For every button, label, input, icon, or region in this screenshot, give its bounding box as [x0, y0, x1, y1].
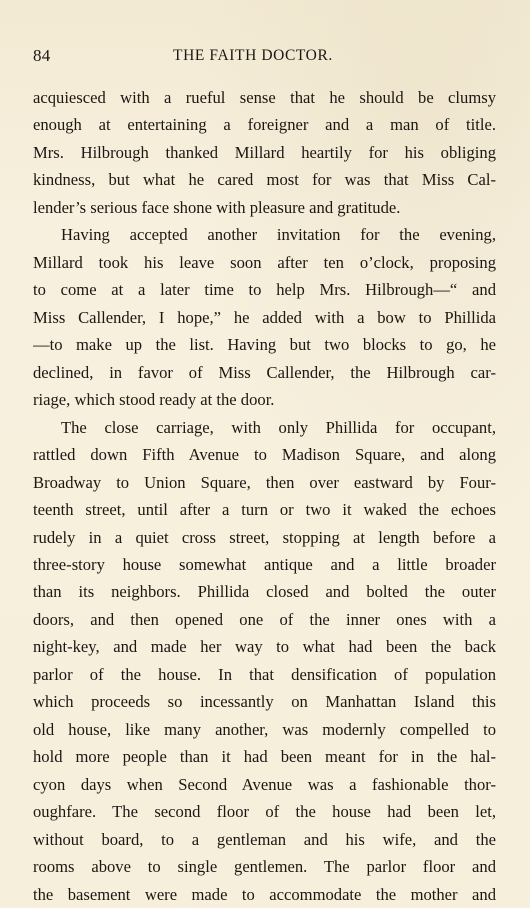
text-line: teenth street, until after a turn or two it waked the echoes: [33, 500, 496, 520]
text-line: rudely in a quiet cross street, stopping at length before a: [33, 527, 496, 547]
text-line: doors, and then opened one of the inner ones with a: [33, 609, 496, 629]
text-line: The close carriage, with only Phillida for occupant,: [61, 417, 496, 437]
text-line: hold more people than it had been meant for in the hal-: [33, 747, 496, 767]
text-line: old house, like many another, was modernly compelled to: [33, 719, 496, 739]
text-line: declined, in favor of Miss Callender, the Hilbrough car-: [33, 362, 496, 382]
text-line: enough at entertaining a foreigner and a man of title.: [33, 115, 496, 135]
text-line: cyon days when Second Avenue was a fashionable thor-: [33, 774, 496, 794]
text-line: parlor of the house. In that densification of population: [33, 664, 496, 684]
text-line: kindness, but what he cared most for was that Miss Cal-: [33, 170, 496, 190]
text-line: rooms above to single gentlemen. The parlor floor and: [33, 857, 496, 877]
text-line: lender’s serious face shone with pleasure and gratitude.: [33, 197, 401, 217]
text-line: without board, to a gentleman and his wife, and the: [33, 829, 496, 849]
text-line: Miss Callender, I hope,” he added with a bow to Phillida: [33, 307, 496, 327]
text-line: night-key, and made her way to what had been the back: [33, 637, 496, 657]
text-line: —to make up the list. Having but two blocks to go, he: [33, 335, 496, 355]
running-title: THE FAITH DOCTOR.: [173, 47, 333, 64]
text-line: which proceeds so incessantly on Manhattan Island this: [33, 692, 496, 712]
text-line: Millard took his leave soon after ten o’clock, proposing: [33, 252, 496, 272]
text-line: Mrs. Hilbrough thanked Millard heartily for his obliging: [33, 142, 496, 162]
text-line: to come at a later time to help Mrs. Hilbrough—“ and: [33, 280, 496, 300]
text-line: riage, which stood ready at the door.: [33, 390, 275, 410]
text-line: oughfare. The second floor of the house had been let,: [33, 802, 496, 822]
text-line: Having accepted another invitation for the evening,: [61, 225, 496, 245]
text-line: than its neighbors. Phillida closed and bolted the outer: [33, 582, 496, 602]
text-line: acquiesced with a rueful sense that he should be clumsy: [33, 88, 496, 107]
text-line: rattled down Fifth Avenue to Madison Square, and along: [33, 445, 496, 465]
page-number: 84: [33, 46, 51, 65]
page-header: [33, 46, 496, 70]
body-text: [33, 84, 496, 908]
text-line: Broadway to Union Square, then over eastward by Four-: [33, 472, 496, 492]
text-line: the basement were made to accommodate the mother and: [33, 884, 496, 904]
text-line: three-story house somewhat antique and a little broader: [33, 554, 496, 574]
